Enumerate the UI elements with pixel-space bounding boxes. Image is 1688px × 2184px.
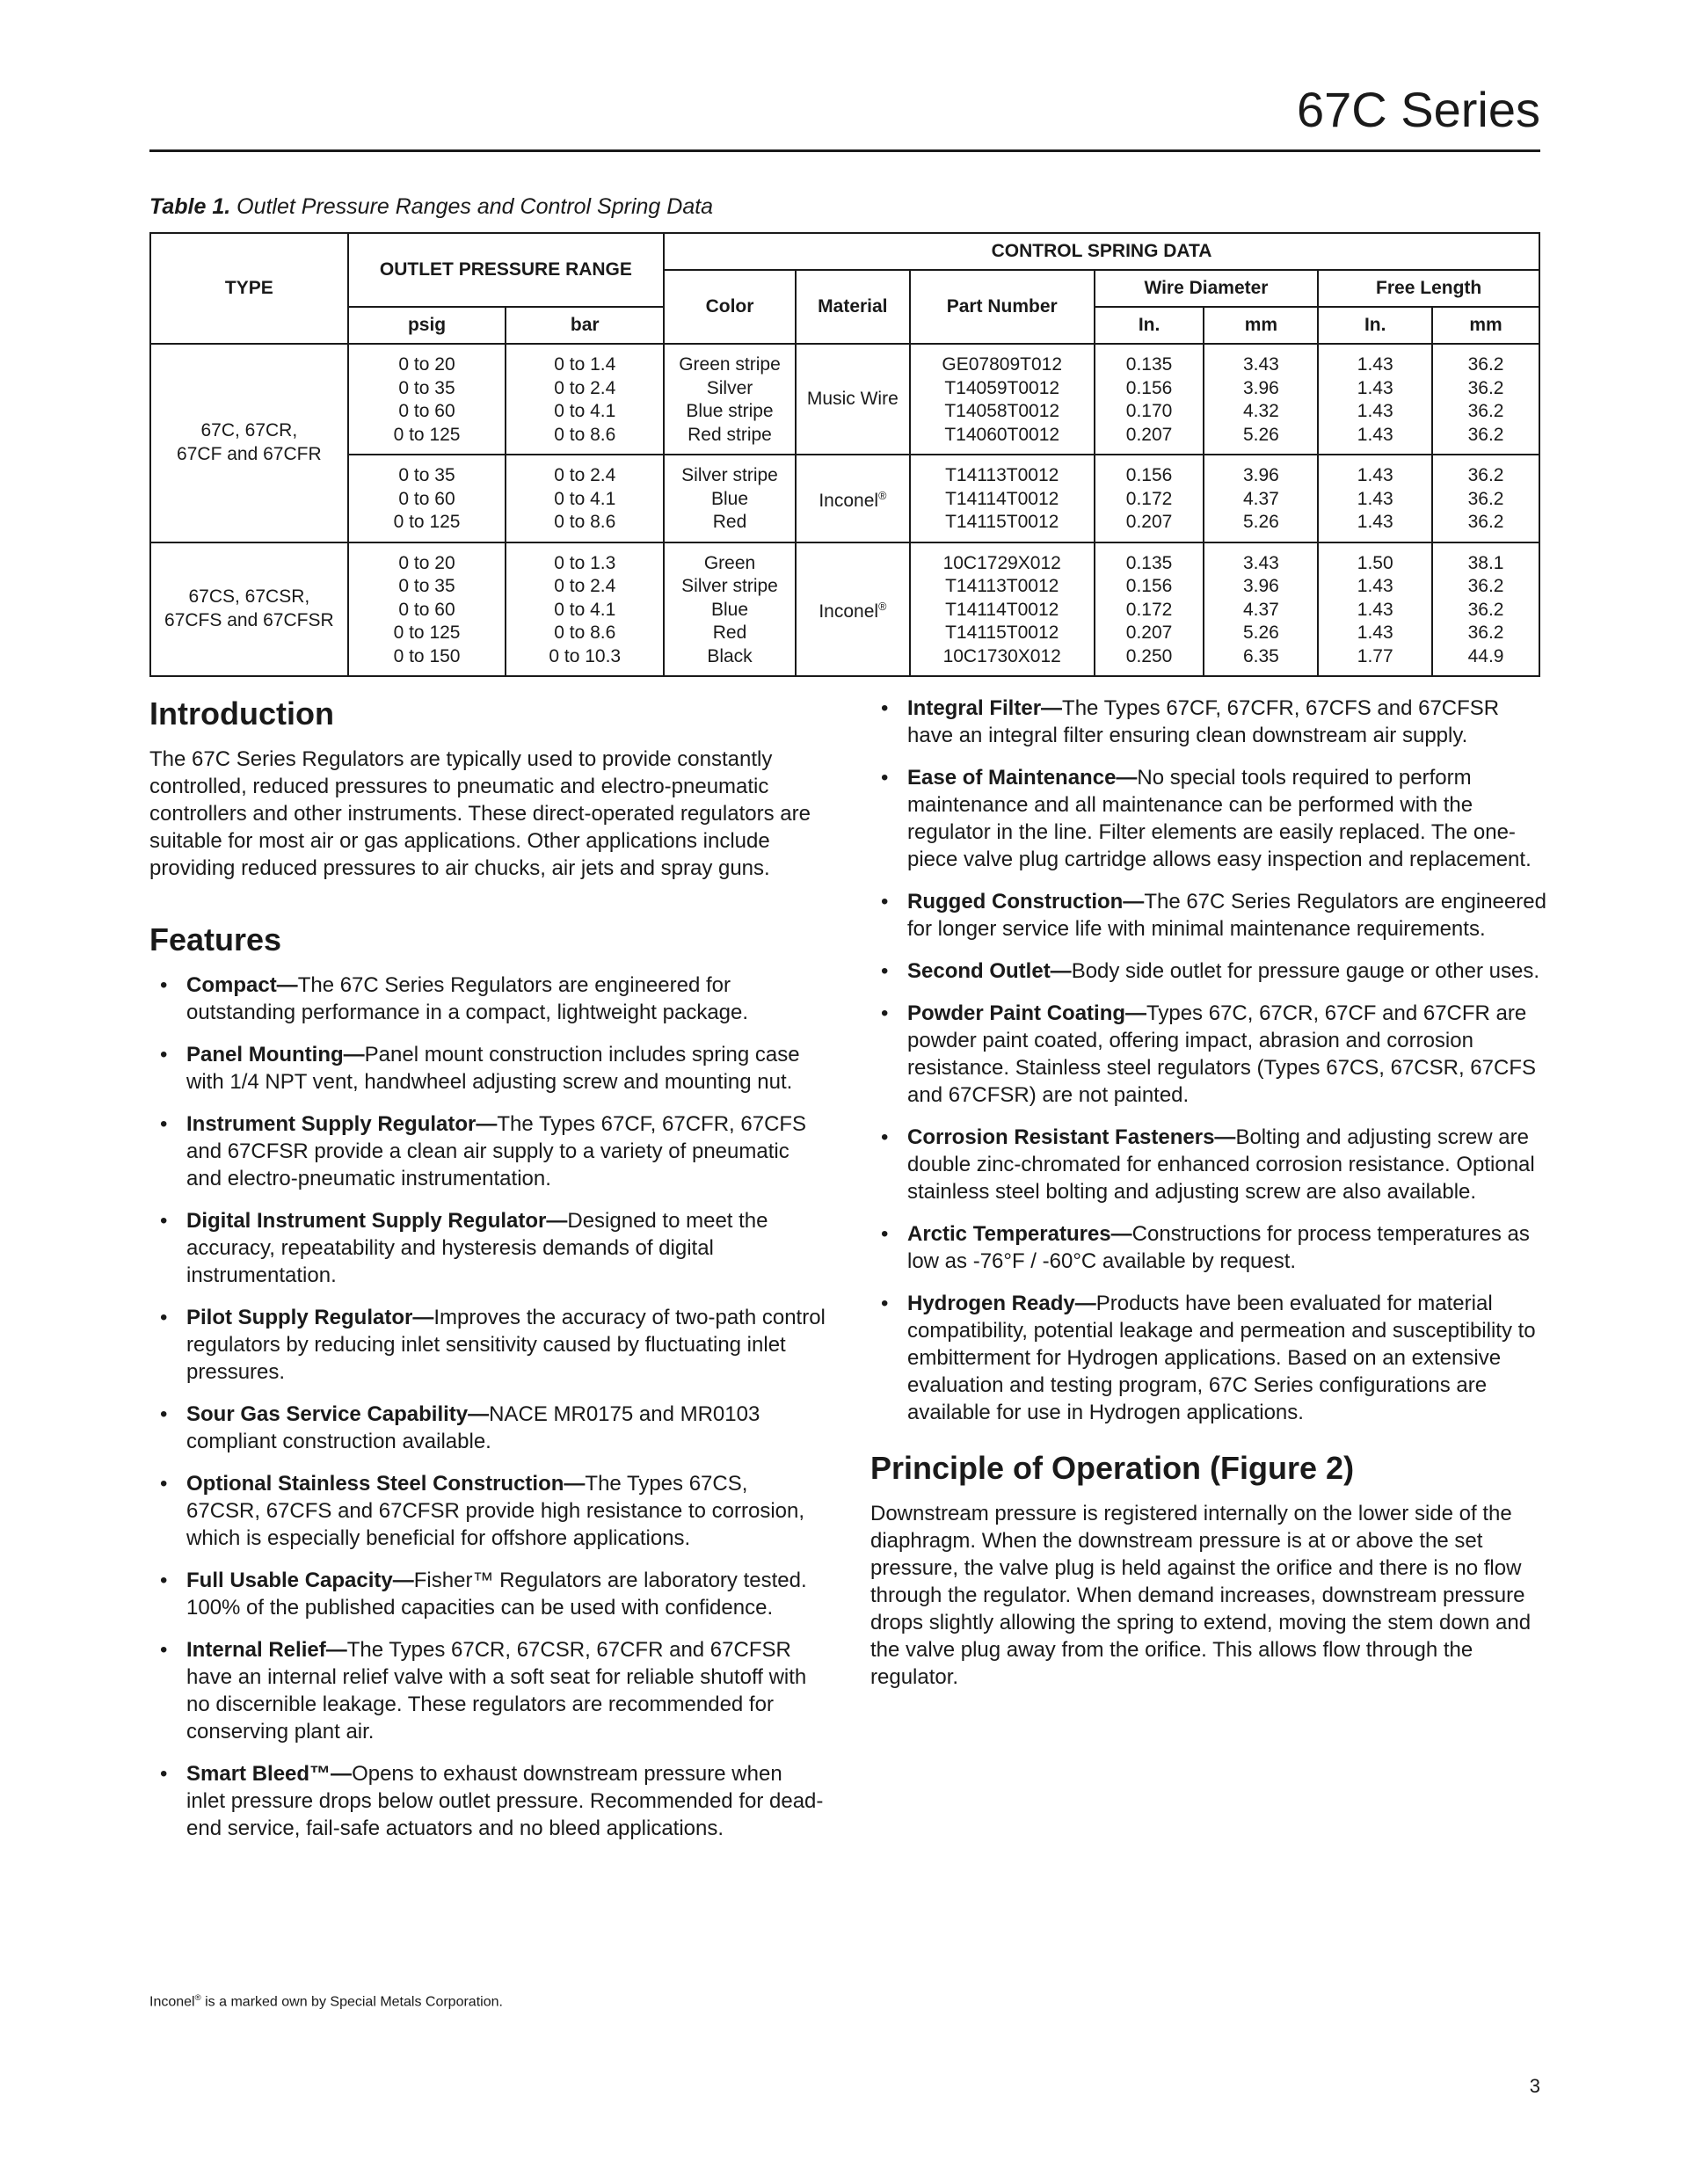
feature-title: Powder Paint Coating— (907, 1001, 1147, 1025)
cell-color: Green (664, 542, 796, 576)
cell-psig: 0 to 60 (348, 400, 506, 424)
feature-text: Panel mount construction includes spring case with 1/4 NPT vent, handwheel adjusting screw and mounting nut. (186, 1043, 800, 1094)
header-psig: psig (348, 307, 506, 344)
material-cell: Inconel® (796, 542, 910, 677)
bullet: • (160, 1472, 168, 1496)
feature-text: Products have been evaluated for material compatibility, potential leakage and permeation and susceptibility to embitterment for Hydrogen applications. Based on an extensive evaluation and testing program, 67C Series configurations are available for use in Hydrogen applications. (907, 1292, 1536, 1424)
feature-title: Optional Stainless Steel Construction— (186, 1472, 586, 1496)
feature-text: Bolting and adjusting screw are double zinc-chromated for enhanced corrosion resistance. Optional stainless steel bolting and adjusting screw are also available. (907, 1125, 1535, 1204)
cell-fl-in: 1.43 (1318, 455, 1432, 488)
feature-text: The 67C Series Regulators are engineered for longer service life with minimal maintenance requirements. (907, 890, 1546, 941)
cell-psig: 0 to 125 (348, 424, 506, 455)
series-title: 67C Series (1296, 82, 1540, 137)
table-caption-text: Outlet Pressure Ranges and Control Spring Data (236, 194, 714, 219)
cell-fl-in: 1.43 (1318, 400, 1432, 424)
cell-wd-in: 0.207 (1095, 622, 1204, 645)
cell-fl-in: 1.77 (1318, 645, 1432, 677)
cell-wd-mm: 3.43 (1204, 344, 1318, 377)
cell-part: T14113T0012 (910, 575, 1095, 599)
bullet: • (881, 1125, 889, 1149)
cell-fl-mm: 36.2 (1432, 400, 1539, 424)
feature-item (149, 1304, 826, 1386)
cell-bar: 0 to 4.1 (506, 599, 664, 622)
cell-color: Silver stripe (664, 575, 796, 599)
cell-part: 10C1729X012 (910, 542, 1095, 576)
cell-wd-in: 0.135 (1095, 542, 1204, 576)
introduction-text: The 67C Series Regulators are typically used to provide constantly controlled, reduced pressures to pneumatic and electro-pneumatic controllers and other instruments. These direct-operated regulators are suitable for most air or gas applications. Other applications include providing reduced pressures to air chucks, air jets and spray guns. (149, 747, 811, 880)
cell-fl-in: 1.43 (1318, 424, 1432, 455)
features-list-left (149, 972, 826, 1842)
cell-part: T14113T0012 (910, 455, 1095, 488)
feature-item (149, 1041, 826, 1096)
cell-psig: 0 to 60 (348, 488, 506, 512)
cell-wd-in: 0.207 (1095, 511, 1204, 542)
cell-bar: 0 to 8.6 (506, 622, 664, 645)
bullet: • (160, 1306, 168, 1329)
table-row (150, 455, 1539, 488)
cell-fl-mm: 36.2 (1432, 377, 1539, 401)
cell-bar: 0 to 8.6 (506, 511, 664, 542)
feature-text: Opens to exhaust downstream pressure when inlet pressure drops below outlet pressure. Recommended for dead-end service, fail-safe actuators and no bleed applications. (186, 1762, 824, 1840)
feature-item (149, 1207, 826, 1289)
header-wire-in: In. (1095, 307, 1204, 344)
cell-fl-in: 1.43 (1318, 622, 1432, 645)
cell-wd-in: 0.170 (1095, 400, 1204, 424)
header-part-number: Part Number (910, 270, 1095, 344)
type-cell: 67C, 67CR, 67CF and 67CFR (150, 344, 348, 542)
header-wire-diameter: Wire Diameter (1095, 270, 1319, 307)
cell-color: Red stripe (664, 424, 796, 455)
cell-wd-in: 0.250 (1095, 645, 1204, 677)
cell-bar: 0 to 8.6 (506, 424, 664, 455)
cell-wd-mm: 3.96 (1204, 377, 1318, 401)
feature-text: NACE MR0175 and MR0103 compliant construction available. (186, 1402, 760, 1453)
bullet: • (881, 890, 889, 914)
cell-wd-in: 0.156 (1095, 575, 1204, 599)
feature-item (870, 695, 1547, 749)
cell-color: Blue (664, 599, 796, 622)
cell-color: Silver stripe (664, 455, 796, 488)
feature-item (149, 1401, 826, 1455)
header-color: Color (664, 270, 796, 344)
bullet: • (881, 766, 889, 790)
cell-psig: 0 to 125 (348, 622, 506, 645)
feature-title: Corrosion Resistant Fasteners— (907, 1125, 1236, 1149)
cell-fl-in: 1.50 (1318, 542, 1432, 576)
feature-title: Instrument Supply Regulator— (186, 1112, 498, 1136)
cell-part: T14060T0012 (910, 424, 1095, 455)
cell-psig: 0 to 35 (348, 377, 506, 401)
cell-bar: 0 to 1.4 (506, 344, 664, 377)
feature-title: Full Usable Capacity— (186, 1569, 414, 1592)
cell-psig: 0 to 35 (348, 455, 506, 488)
header-free-in: In. (1318, 307, 1432, 344)
feature-title: Smart Bleed™— (186, 1762, 353, 1786)
header-type: TYPE (150, 233, 348, 344)
feature-text: Improves the accuracy of two-path control regulators by reducing inlet sensitivity caused by fluctuating inlet pressures. (186, 1306, 826, 1384)
feature-item (149, 1636, 826, 1745)
feature-title: Integral Filter— (907, 696, 1063, 720)
feature-item (870, 1124, 1547, 1205)
feature-item (149, 1760, 826, 1842)
cell-bar: 0 to 4.1 (506, 400, 664, 424)
feature-item (870, 1000, 1547, 1109)
feature-title: Digital Instrument Supply Regulator— (186, 1209, 568, 1233)
bullet: • (881, 1222, 889, 1246)
cell-wd-in: 0.172 (1095, 488, 1204, 512)
header-free-length: Free Length (1318, 270, 1539, 307)
bullet: • (160, 1043, 168, 1067)
table-row (150, 344, 1539, 377)
cell-fl-mm: 36.2 (1432, 424, 1539, 455)
bullet: • (160, 1638, 168, 1662)
cell-fl-mm: 36.2 (1432, 511, 1539, 542)
cell-fl-mm: 36.2 (1432, 488, 1539, 512)
feature-title: Internal Relief— (186, 1638, 347, 1662)
table-caption-label: Table 1. (149, 194, 231, 219)
cell-fl-mm: 36.2 (1432, 622, 1539, 645)
cell-wd-mm: 4.32 (1204, 400, 1318, 424)
feature-text: The Types 67CR, 67CSR, 67CFR and 67CFSR have an internal relief valve with a soft seat for reliable shutoff with no discernible leakage. These regulators are recommended for conserving plant air. (186, 1638, 807, 1744)
cell-wd-in: 0.156 (1095, 455, 1204, 488)
introduction-heading: Introduction (149, 695, 334, 732)
cell-wd-in: 0.172 (1095, 599, 1204, 622)
header-bar: bar (506, 307, 664, 344)
cell-wd-mm: 5.26 (1204, 622, 1318, 645)
bullet: • (160, 1762, 168, 1786)
feature-text: No special tools required to perform maintenance and all maintenance can be performed with the regulator in the line. Filter elements are easily replaced. The one-piece valve plug cartridge allows easy inspection and replacement. (907, 766, 1532, 871)
cell-color: Green stripe (664, 344, 796, 377)
feature-text: Fisher™ Regulators are laboratory tested. 100% of the published capacities can be used with confidence. (186, 1569, 807, 1620)
bullet: • (881, 696, 889, 720)
cell-color: Red (664, 622, 796, 645)
feature-item (870, 1290, 1547, 1426)
feature-title: Compact— (186, 973, 298, 997)
cell-wd-mm: 5.26 (1204, 511, 1318, 542)
feature-title: Panel Mounting— (186, 1043, 365, 1067)
cell-psig: 0 to 60 (348, 599, 506, 622)
feature-item (870, 1220, 1547, 1275)
cell-wd-in: 0.207 (1095, 424, 1204, 455)
principle-heading: Principle of Operation (Figure 2) (870, 1450, 1355, 1486)
cell-wd-mm: 4.37 (1204, 599, 1318, 622)
cell-fl-in: 1.43 (1318, 599, 1432, 622)
cell-bar: 0 to 4.1 (506, 488, 664, 512)
cell-fl-mm: 36.2 (1432, 575, 1539, 599)
feature-text: The 67C Series Regulators are engineered for outstanding performance in a compact, lightweight package. (186, 973, 749, 1024)
feature-title: Sour Gas Service Capability— (186, 1402, 490, 1426)
cell-color: Red (664, 511, 796, 542)
header-material: Material (796, 270, 910, 344)
feature-text: Designed to meet the accuracy, repeatability and hysteresis demands of digital instrumentation. (186, 1209, 768, 1287)
header-free-mm: mm (1432, 307, 1539, 344)
header-control-spring-data: CONTROL SPRING DATA (664, 233, 1539, 270)
feature-title: Ease of Maintenance— (907, 766, 1138, 790)
table-caption (149, 192, 713, 222)
feature-item (149, 1110, 826, 1192)
cell-color: Black (664, 645, 796, 677)
cell-psig: 0 to 20 (348, 344, 506, 377)
right-column (870, 695, 1547, 1691)
cell-wd-mm: 3.43 (1204, 542, 1318, 576)
cell-psig: 0 to 125 (348, 511, 506, 542)
cell-color: Blue (664, 488, 796, 512)
feature-text: The Types 67CS, 67CSR, 67CFS and 67CFSR provide high resistance to corrosion, which is especially beneficial for offshore applications. (186, 1472, 805, 1550)
left-column (149, 695, 826, 1857)
cell-part: T14058T0012 (910, 400, 1095, 424)
header-wire-mm: mm (1204, 307, 1318, 344)
cell-part: T14114T0012 (910, 488, 1095, 512)
cell-wd-in: 0.135 (1095, 344, 1204, 377)
cell-fl-in: 1.43 (1318, 344, 1432, 377)
cell-bar: 0 to 2.4 (506, 575, 664, 599)
cell-fl-mm: 44.9 (1432, 645, 1539, 677)
footnote: Inconel® is a marked own by Special Metals Corporation. (149, 1993, 503, 2010)
cell-part: T14115T0012 (910, 622, 1095, 645)
cell-fl-in: 1.43 (1318, 377, 1432, 401)
cell-part: T14059T0012 (910, 377, 1095, 401)
cell-fl-in: 1.43 (1318, 511, 1432, 542)
feature-item (149, 1470, 826, 1552)
cell-bar: 0 to 2.4 (506, 377, 664, 401)
cell-wd-mm: 3.96 (1204, 575, 1318, 599)
feature-text: The Types 67CF, 67CFR, 67CFS and 67CFSR provide a clean air supply to a variety of pneumatic and electro-pneumatic instrumentation. (186, 1112, 807, 1190)
cell-wd-mm: 3.96 (1204, 455, 1318, 488)
cell-psig: 0 to 150 (348, 645, 506, 677)
cell-bar: 0 to 1.3 (506, 542, 664, 576)
page-number: 3 (1529, 2075, 1540, 2097)
feature-title: Hydrogen Ready— (907, 1292, 1096, 1315)
cell-fl-mm: 36.2 (1432, 599, 1539, 622)
bullet: • (160, 1402, 168, 1426)
bullet: • (160, 1112, 168, 1136)
bullet: • (160, 973, 168, 997)
feature-title: Rugged Construction— (907, 890, 1145, 914)
bullet: • (881, 1292, 889, 1315)
cell-fl-mm: 38.1 (1432, 542, 1539, 576)
cell-fl-in: 1.43 (1318, 488, 1432, 512)
cell-part: T14115T0012 (910, 511, 1095, 542)
feature-item (870, 888, 1547, 943)
feature-text: Constructions for process temperatures as low as -76°F / -60°C available by request. (907, 1222, 1530, 1273)
spring-data-body (150, 344, 1539, 676)
type-cell: 67CS, 67CSR, 67CFS and 67CFSR (150, 542, 348, 677)
material-cell: Inconel® (796, 455, 910, 542)
cell-color: Silver (664, 377, 796, 401)
feature-title: Pilot Supply Regulator— (186, 1306, 434, 1329)
cell-fl-mm: 36.2 (1432, 344, 1539, 377)
cell-part: GE07809T012 (910, 344, 1095, 377)
feature-item (870, 764, 1547, 873)
cell-wd-mm: 4.37 (1204, 488, 1318, 512)
cell-psig: 0 to 20 (348, 542, 506, 576)
feature-item (870, 957, 1547, 985)
header-outlet-pressure-range: OUTLET PRESSURE RANGE (348, 233, 664, 307)
cell-color: Blue stripe (664, 400, 796, 424)
feature-text: Body side outlet for pressure gauge or other uses. (1071, 959, 1539, 983)
material-cell: Music Wire (796, 344, 910, 455)
feature-text: Types 67C, 67CR, 67CF and 67CFR are powder paint coated, offering impact, abrasion and corrosion resistance. Stainless steel regulators (Types 67CS, 67CSR, 67CFS and 67CFSR) are not painted. (907, 1001, 1536, 1107)
bullet: • (160, 1569, 168, 1592)
feature-item (149, 972, 826, 1026)
table-row (150, 542, 1539, 576)
feature-text: The Types 67CF, 67CFR, 67CFS and 67CFSR have an integral filter ensuring clean downstream air supply. (907, 696, 1500, 747)
bullet: • (160, 1209, 168, 1233)
bullet: • (881, 1001, 889, 1025)
cell-wd-mm: 6.35 (1204, 645, 1318, 677)
principle-text: Downstream pressure is registered internally on the lower side of the diaphragm. When the downstream pressure is at or above the set pressure, the valve plug is held against the orifice and there is no flow through the regulator. When demand increases, downstream pressure drops slightly allowing the spring to extend, moving the stem down and the valve plug away from the orifice. This allows flow through the regulator. (870, 1502, 1532, 1689)
spring-data-table (149, 232, 1540, 677)
features-list-right (870, 695, 1547, 1426)
cell-bar: 0 to 2.4 (506, 455, 664, 488)
page-header (149, 70, 1540, 152)
feature-item (149, 1567, 826, 1621)
cell-fl-mm: 36.2 (1432, 455, 1539, 488)
cell-wd-mm: 5.26 (1204, 424, 1318, 455)
cell-bar: 0 to 10.3 (506, 645, 664, 677)
feature-title: Arctic Temperatures— (907, 1222, 1132, 1246)
cell-part: 10C1730X012 (910, 645, 1095, 677)
feature-title: Second Outlet— (907, 959, 1072, 983)
features-heading: Features (149, 921, 282, 957)
cell-fl-in: 1.43 (1318, 575, 1432, 599)
cell-psig: 0 to 35 (348, 575, 506, 599)
cell-part: T14114T0012 (910, 599, 1095, 622)
cell-wd-in: 0.156 (1095, 377, 1204, 401)
bullet: • (881, 959, 889, 983)
